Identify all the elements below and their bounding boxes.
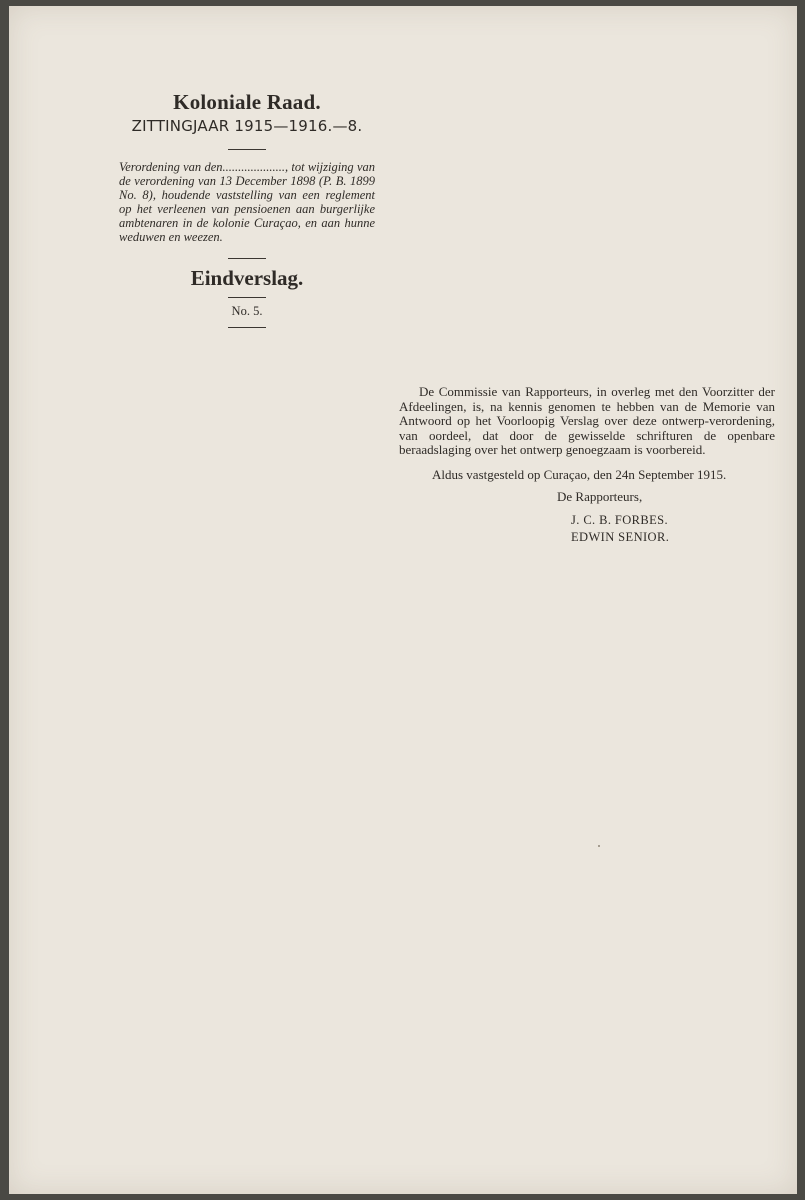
report-heading: Eindverslag. bbox=[190, 266, 304, 290]
closing-line: Aldus vastgesteld op Curaçao, den 24n September 1915. bbox=[432, 466, 727, 482]
report-paragraph: De Commissie van Rapporteurs, in overleg met den Voorzitter der Afdeelingen, is, na kennis genomen te hebben van de Memorie van Antwoord op het Voorloopig Verslag over deze ontwerp-verordening, van oordeel, dat door de gewisselde schrifturen de openbare beraadslaging over het ontwerp genoegzaam is voorbereid. bbox=[399, 384, 775, 457]
header-column bbox=[117, 90, 377, 328]
divider bbox=[228, 149, 266, 150]
divider bbox=[228, 258, 266, 259]
ordinance-subject: Verordening van den...................., tot wijziging van de verordening van 13 December 1898 (P. B. 1899 No. 8), houdende vaststelling van een reglement op het verleenen van pensioenen aan burgerlijke ambtenaren in de kolonie Curaçao, en aan hunne weduwen en weezen. bbox=[119, 160, 375, 244]
paper-speck bbox=[598, 845, 600, 847]
session-year: ZITTINGJAAR 1915—1916.—8. bbox=[131, 117, 363, 135]
report-number: No. 5. bbox=[231, 304, 263, 318]
divider bbox=[228, 297, 266, 298]
divider bbox=[228, 327, 266, 328]
signatories-label: De Rapporteurs, bbox=[557, 489, 643, 504]
signatory-2: EDWIN SENIOR. bbox=[571, 530, 670, 544]
document-page bbox=[9, 6, 797, 1194]
report-body bbox=[399, 385, 775, 545]
council-title: Koloniale Raad. bbox=[173, 90, 321, 114]
signatory-1: J. C. B. FORBES. bbox=[571, 512, 669, 527]
